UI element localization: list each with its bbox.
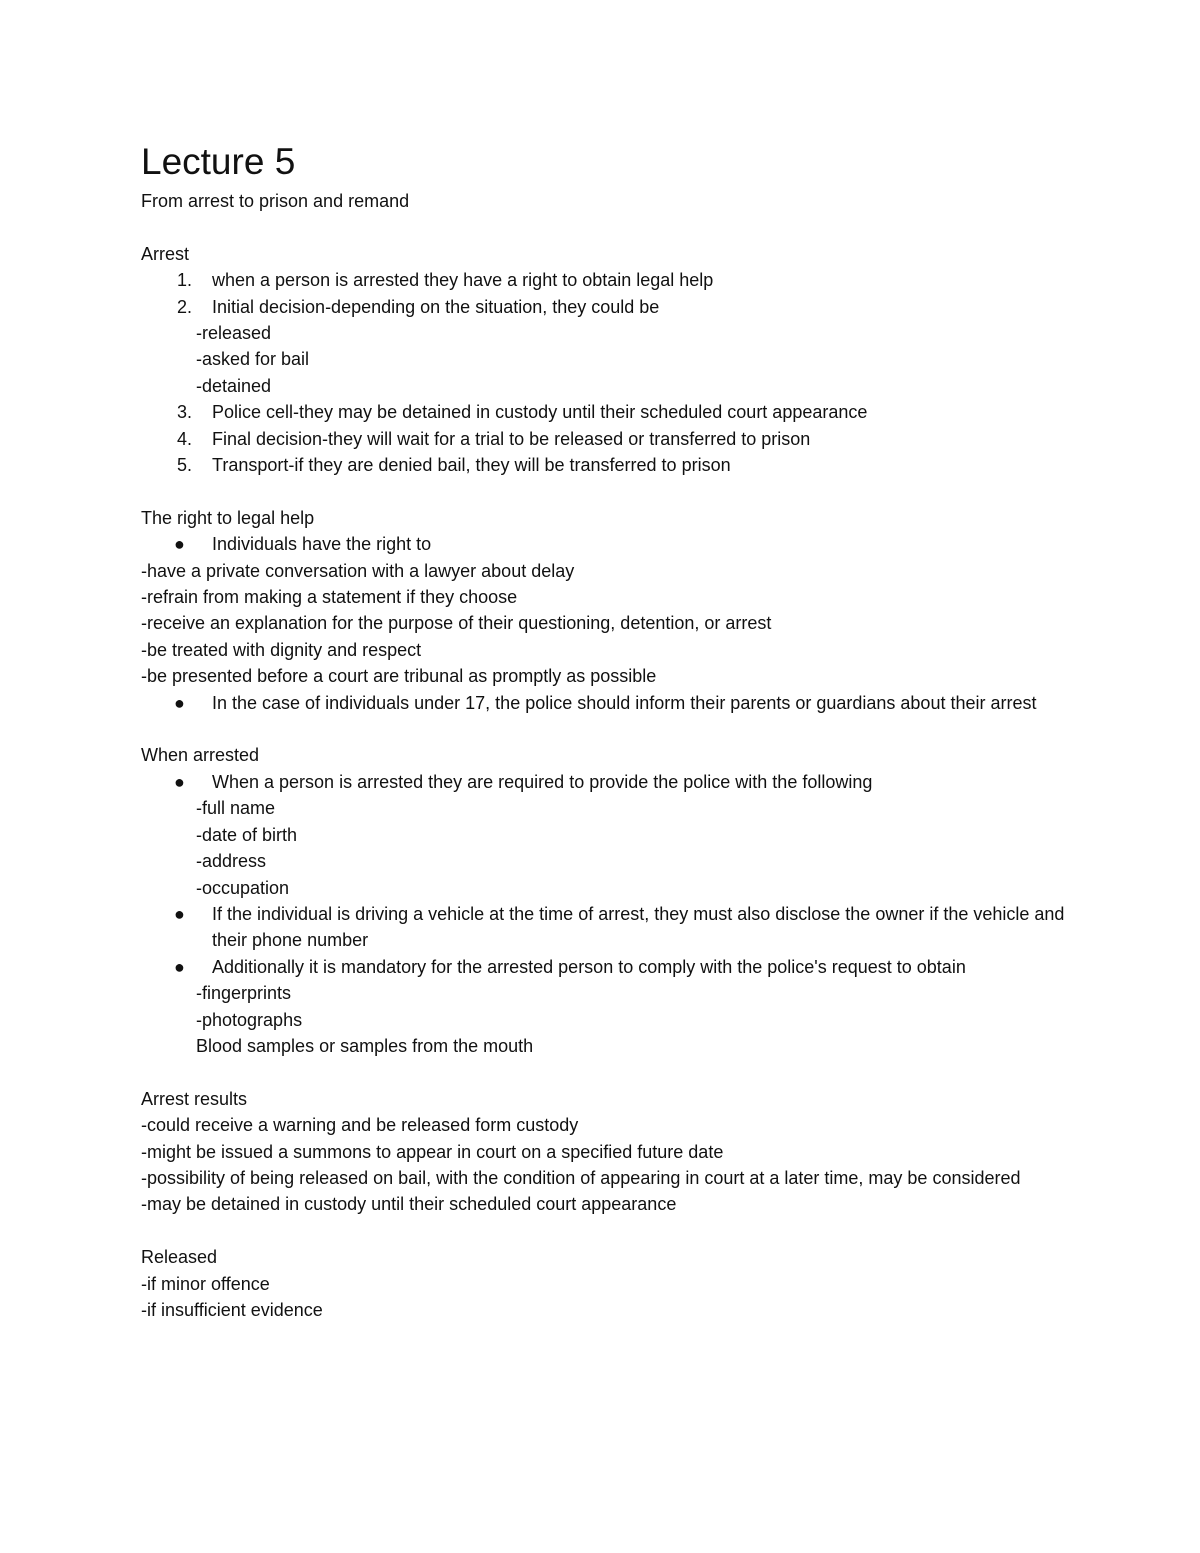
list-line: -if insufficient evidence xyxy=(141,1299,323,1320)
numbered-item xyxy=(141,452,1071,478)
bullet-dot-icon: ● xyxy=(174,903,185,924)
item-number: 2. xyxy=(177,296,193,317)
item-text: Final decision-they will wait for a trial to be released or transferred to prison xyxy=(212,428,811,449)
list-line: -possibility of being released on bail, with the condition of appearing in court at a later time, may be considered xyxy=(141,1167,1021,1188)
list-line: -receive an explanation for the purpose of their questioning, detention, or arrest xyxy=(141,613,772,634)
sub-item: -asked for bail xyxy=(196,349,310,370)
bullet-dot-icon: ● xyxy=(174,692,185,713)
sub-item: -photographs xyxy=(196,1009,303,1030)
spacer xyxy=(141,478,1071,504)
section-heading-arrest: Arrest xyxy=(141,243,190,264)
bullet-text: Additionally it is mandatory for the arrested person to comply with the police's request to obtain xyxy=(212,956,966,977)
item-number: 4. xyxy=(177,428,193,449)
numbered-item xyxy=(141,294,1071,320)
sub-item: -detained xyxy=(196,375,272,396)
sub-item: -address xyxy=(196,851,267,872)
numbered-item xyxy=(141,399,1071,425)
page-title: Lecture 5 xyxy=(141,141,296,182)
bullet-dot-icon: ● xyxy=(174,534,185,555)
list-line: -be treated with dignity and respect xyxy=(141,639,422,660)
numbered-item xyxy=(141,426,1071,452)
item-text: Initial decision-depending on the situation, they could be xyxy=(212,296,660,317)
list-line: -refrain from making a statement if they choose xyxy=(141,587,518,608)
bullet-item xyxy=(141,769,1071,795)
section-heading-when-arrested: When arrested xyxy=(141,745,260,766)
numbered-item xyxy=(141,267,1071,293)
item-number: 1. xyxy=(177,270,193,291)
bullet-text: When a person is arrested they are required to provide the police with the following xyxy=(212,771,873,792)
item-text: when a person is arrested they have a right to obtain legal help xyxy=(212,270,714,291)
item-text: Police cell-they may be detained in custody until their scheduled court appearance xyxy=(212,402,868,423)
bullet-item xyxy=(141,901,1067,954)
bullet-text: If the individual is driving a vehicle at the time of arrest, they must also disclose the owner if the vehicle and their phone number xyxy=(212,903,1065,951)
spacer xyxy=(141,716,1071,742)
section-heading-legal-help: The right to legal help xyxy=(141,507,315,528)
bullet-text: Individuals have the right to xyxy=(212,534,432,555)
section-heading-arrest-results: Arrest results xyxy=(141,1088,248,1109)
list-line: -have a private conversation with a lawyer about delay xyxy=(141,560,575,581)
item-text: Transport-if they are denied bail, they will be transferred to prison xyxy=(212,455,731,476)
document-page xyxy=(141,138,1071,1323)
section-heading-released: Released xyxy=(141,1247,218,1268)
spacer xyxy=(141,1059,1071,1085)
sub-item: Blood samples or samples from the mouth xyxy=(196,1035,534,1056)
bullet-dot-icon: ● xyxy=(174,956,185,977)
sub-item: -occupation xyxy=(196,877,290,898)
bullet-item xyxy=(141,954,1022,980)
spacer xyxy=(141,214,1071,240)
bullet-text: In the case of individuals under 17, the police should inform their parents or guardians about their arrest xyxy=(212,692,1037,713)
list-line: -could receive a warning and be released form custody xyxy=(141,1115,579,1136)
list-line: -if minor offence xyxy=(141,1273,270,1294)
list-line: -may be detained in custody until their scheduled court appearance xyxy=(141,1194,677,1215)
spacer xyxy=(141,1218,1071,1244)
bullet-item xyxy=(141,690,1042,716)
list-line: -be presented before a court are tribunal as promptly as possible xyxy=(141,666,657,687)
bullet-dot-icon: ● xyxy=(174,771,185,792)
sub-item: -released xyxy=(196,323,272,344)
item-number: 3. xyxy=(177,402,193,423)
sub-item: -full name xyxy=(196,798,276,819)
item-number: 5. xyxy=(177,455,193,476)
page-subtitle: From arrest to prison and remand xyxy=(141,191,410,211)
bullet-item xyxy=(141,531,1071,557)
sub-item: -date of birth xyxy=(196,824,298,845)
sub-item: -fingerprints xyxy=(196,983,292,1004)
list-line: -might be issued a summons to appear in court on a specified future date xyxy=(141,1141,724,1162)
